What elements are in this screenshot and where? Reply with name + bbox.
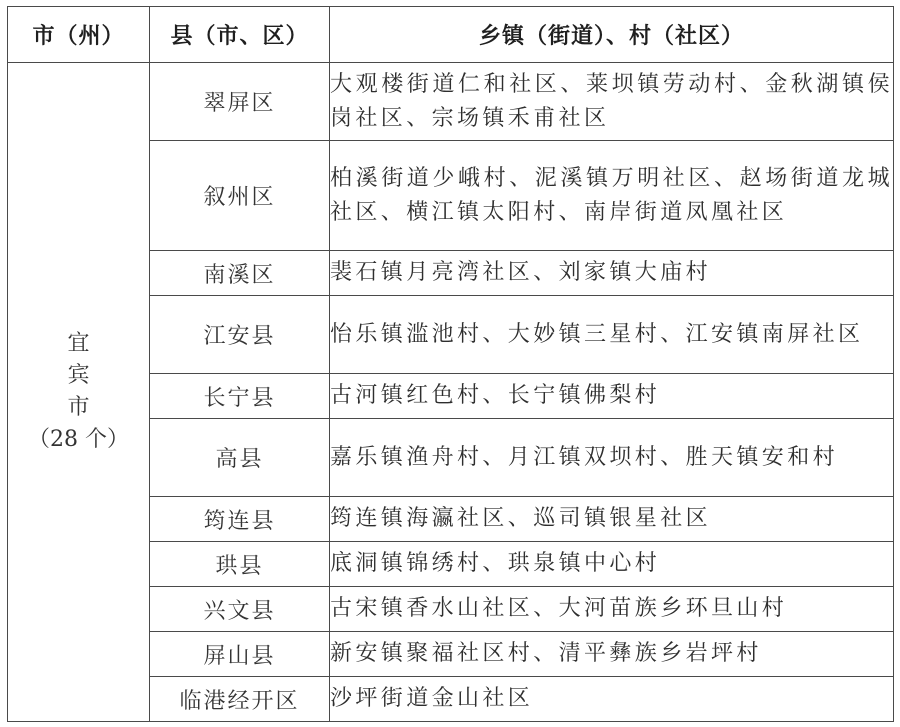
towns-cell: 嘉乐镇渔舟村、月江镇双坝村、胜天镇安和村 (330, 419, 894, 497)
header-row (8, 7, 894, 63)
city-name-char: 宾 (67, 363, 90, 388)
towns-cell: 沙坪街道金山社区 (330, 677, 894, 722)
village-list-table (7, 6, 894, 722)
header-county: 县（市、区） (150, 7, 330, 63)
county-cell: 叙州区 (150, 141, 330, 251)
county-cell: 高县 (150, 419, 330, 497)
towns-cell: 大观楼街道仁和社区、莱坝镇劳动村、金秋湖镇侯岗社区、宗场镇禾甫社区 (330, 63, 894, 141)
county-cell: 翠屏区 (150, 63, 330, 141)
header-city: 市（州） (8, 7, 150, 63)
header-towns: 乡镇（街道）、村（社区） (330, 7, 894, 63)
city-name-char: 市 (67, 395, 90, 420)
city-name-char: 宜 (67, 331, 90, 356)
county-cell: 屏山县 (150, 632, 330, 677)
county-cell: 珙县 (150, 542, 330, 587)
towns-cell: 筠连镇海瀛社区、巡司镇银星社区 (330, 497, 894, 542)
county-cell: 南溪区 (150, 251, 330, 296)
towns-cell: 古宋镇香水山社区、大河苗族乡环旦山村 (330, 587, 894, 632)
county-cell: 长宁县 (150, 374, 330, 419)
towns-cell: 古河镇红色村、长宁镇佛梨村 (330, 374, 894, 419)
city-count: （28 个） (28, 427, 129, 452)
county-cell: 筠连县 (150, 497, 330, 542)
towns-cell: 怡乐镇滥池村、大妙镇三星村、江安镇南屏社区 (330, 296, 894, 374)
towns-cell: 新安镇聚福社区村、清平彝族乡岩坪村 (330, 632, 894, 677)
county-cell: 江安县 (150, 296, 330, 374)
table-row (8, 63, 894, 141)
towns-cell: 裴石镇月亮湾社区、刘家镇大庙村 (330, 251, 894, 296)
county-cell: 兴文县 (150, 587, 330, 632)
city-cell (8, 63, 150, 722)
towns-cell: 底洞镇锦绣村、珙泉镇中心村 (330, 542, 894, 587)
county-cell: 临港经开区 (150, 677, 330, 722)
towns-cell: 柏溪街道少峨村、泥溪镇万明社区、赵场街道龙城社区、横江镇太阳村、南岸街道凤凰社区 (330, 141, 894, 251)
